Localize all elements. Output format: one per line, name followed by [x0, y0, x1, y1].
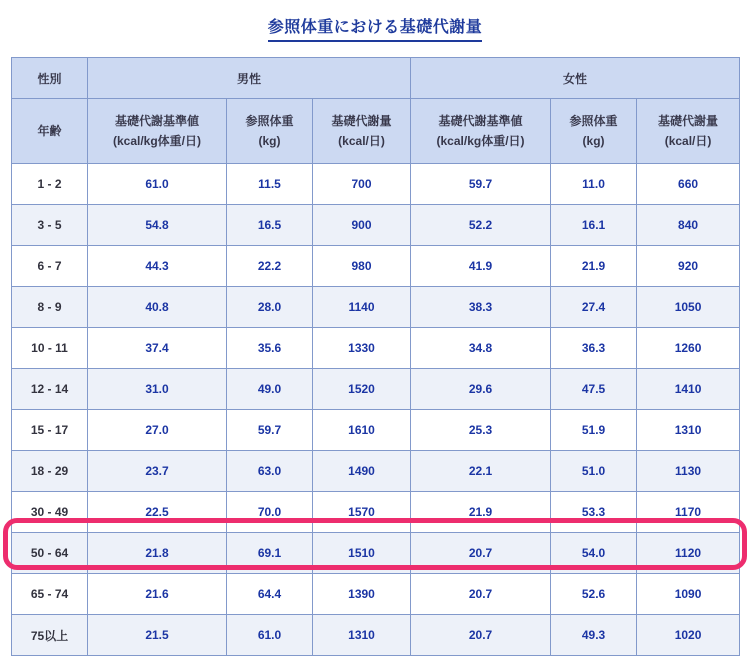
header-unit: (kg)	[258, 134, 281, 148]
table-row	[12, 451, 740, 492]
age-cell: 10 - 11	[12, 328, 88, 369]
value-cell: 69.1	[227, 533, 313, 574]
age-cell: 50 - 64	[12, 533, 88, 574]
value-cell: 660	[637, 164, 740, 205]
value-cell: 35.6	[227, 328, 313, 369]
gender-corner-header: 性別	[12, 58, 88, 99]
value-cell: 1570	[313, 492, 411, 533]
value-cell: 22.5	[88, 492, 227, 533]
value-cell: 37.4	[88, 328, 227, 369]
table-row	[12, 492, 740, 533]
female-bmr-header	[637, 99, 740, 164]
value-cell: 41.9	[411, 246, 551, 287]
value-cell: 63.0	[227, 451, 313, 492]
value-cell: 1130	[637, 451, 740, 492]
value-cell: 53.3	[551, 492, 637, 533]
value-cell: 1490	[313, 451, 411, 492]
table-row	[12, 164, 740, 205]
value-cell: 21.5	[88, 615, 227, 656]
value-cell: 22.2	[227, 246, 313, 287]
male-bmr-header	[313, 99, 411, 164]
value-cell: 900	[313, 205, 411, 246]
female-header: 女性	[411, 58, 740, 99]
value-cell: 25.3	[411, 410, 551, 451]
value-cell: 1310	[637, 410, 740, 451]
value-cell: 1330	[313, 328, 411, 369]
table-row	[12, 533, 740, 574]
header-label: 基礎代謝量	[331, 113, 392, 128]
value-cell: 920	[637, 246, 740, 287]
value-cell: 52.2	[411, 205, 551, 246]
header-unit: (kcal/日)	[664, 134, 712, 148]
header-unit: (kcal/kg体重/日)	[436, 134, 525, 148]
value-cell: 61.0	[88, 164, 227, 205]
value-cell: 36.3	[551, 328, 637, 369]
value-cell: 16.5	[227, 205, 313, 246]
age-cell: 75以上	[12, 615, 88, 656]
value-cell: 70.0	[227, 492, 313, 533]
table-body	[12, 164, 740, 656]
value-cell: 27.0	[88, 410, 227, 451]
header-unit: (kcal/kg体重/日)	[112, 134, 202, 148]
age-cell: 65 - 74	[12, 574, 88, 615]
table-row	[12, 205, 740, 246]
value-cell: 21.8	[88, 533, 227, 574]
value-cell: 1140	[313, 287, 411, 328]
table-row	[12, 574, 740, 615]
female-bmr-basis-header	[411, 99, 551, 164]
value-cell: 1610	[313, 410, 411, 451]
age-cell: 18 - 29	[12, 451, 88, 492]
value-cell: 40.8	[88, 287, 227, 328]
value-cell: 52.6	[551, 574, 637, 615]
value-cell: 49.0	[227, 369, 313, 410]
value-cell: 1390	[313, 574, 411, 615]
age-cell: 12 - 14	[12, 369, 88, 410]
value-cell: 11.0	[551, 164, 637, 205]
value-cell: 1520	[313, 369, 411, 410]
header-label: 参照体重	[245, 113, 294, 128]
value-cell: 51.0	[551, 451, 637, 492]
sub-header-row	[12, 99, 740, 164]
value-cell: 11.5	[227, 164, 313, 205]
value-cell: 59.7	[227, 410, 313, 451]
value-cell: 1120	[637, 533, 740, 574]
value-cell: 31.0	[88, 369, 227, 410]
table-row	[12, 287, 740, 328]
bmr-table	[11, 57, 740, 656]
table-row	[12, 410, 740, 451]
value-cell: 38.3	[411, 287, 551, 328]
value-cell: 1260	[637, 328, 740, 369]
value-cell: 21.6	[88, 574, 227, 615]
value-cell: 1410	[637, 369, 740, 410]
value-cell: 16.1	[551, 205, 637, 246]
value-cell: 61.0	[227, 615, 313, 656]
page-title: 参照体重における基礎代謝量	[268, 14, 483, 42]
value-cell: 64.4	[227, 574, 313, 615]
value-cell: 980	[313, 246, 411, 287]
header-label: 基礎代謝量	[658, 113, 719, 128]
age-cell: 15 - 17	[12, 410, 88, 451]
table-row	[12, 615, 740, 656]
gender-header-row	[12, 58, 740, 99]
value-cell: 1510	[313, 533, 411, 574]
value-cell: 1170	[637, 492, 740, 533]
male-bmr-basis-header	[88, 99, 227, 164]
value-cell: 1020	[637, 615, 740, 656]
age-cell: 6 - 7	[12, 246, 88, 287]
value-cell: 840	[637, 205, 740, 246]
value-cell: 27.4	[551, 287, 637, 328]
female-ref-weight-header	[551, 99, 637, 164]
header-label: 参照体重	[569, 113, 618, 128]
header-unit: (kg)	[582, 134, 605, 148]
male-header: 男性	[88, 58, 411, 99]
age-cell: 1 - 2	[12, 164, 88, 205]
value-cell: 59.7	[411, 164, 551, 205]
title-area	[0, 14, 750, 42]
age-cell: 8 - 9	[12, 287, 88, 328]
value-cell: 23.7	[88, 451, 227, 492]
table-row	[12, 246, 740, 287]
table-row	[12, 328, 740, 369]
value-cell: 44.3	[88, 246, 227, 287]
value-cell: 49.3	[551, 615, 637, 656]
header-unit: (kcal/日)	[338, 134, 385, 148]
value-cell: 20.7	[411, 615, 551, 656]
age-cell: 30 - 49	[12, 492, 88, 533]
header-label: 基礎代謝基準値	[438, 113, 523, 128]
value-cell: 29.6	[411, 369, 551, 410]
value-cell: 20.7	[411, 574, 551, 615]
value-cell: 700	[313, 164, 411, 205]
value-cell: 54.8	[88, 205, 227, 246]
age-header: 年齢	[12, 99, 88, 164]
header-label: 基礎代謝基準値	[114, 113, 199, 128]
value-cell: 34.8	[411, 328, 551, 369]
value-cell: 28.0	[227, 287, 313, 328]
value-cell: 47.5	[551, 369, 637, 410]
value-cell: 21.9	[551, 246, 637, 287]
value-cell: 22.1	[411, 451, 551, 492]
value-cell: 54.0	[551, 533, 637, 574]
male-ref-weight-header	[227, 99, 313, 164]
value-cell: 1050	[637, 287, 740, 328]
age-cell: 3 - 5	[12, 205, 88, 246]
value-cell: 20.7	[411, 533, 551, 574]
value-cell: 51.9	[551, 410, 637, 451]
value-cell: 1090	[637, 574, 740, 615]
value-cell: 1310	[313, 615, 411, 656]
table-row	[12, 369, 740, 410]
value-cell: 21.9	[411, 492, 551, 533]
